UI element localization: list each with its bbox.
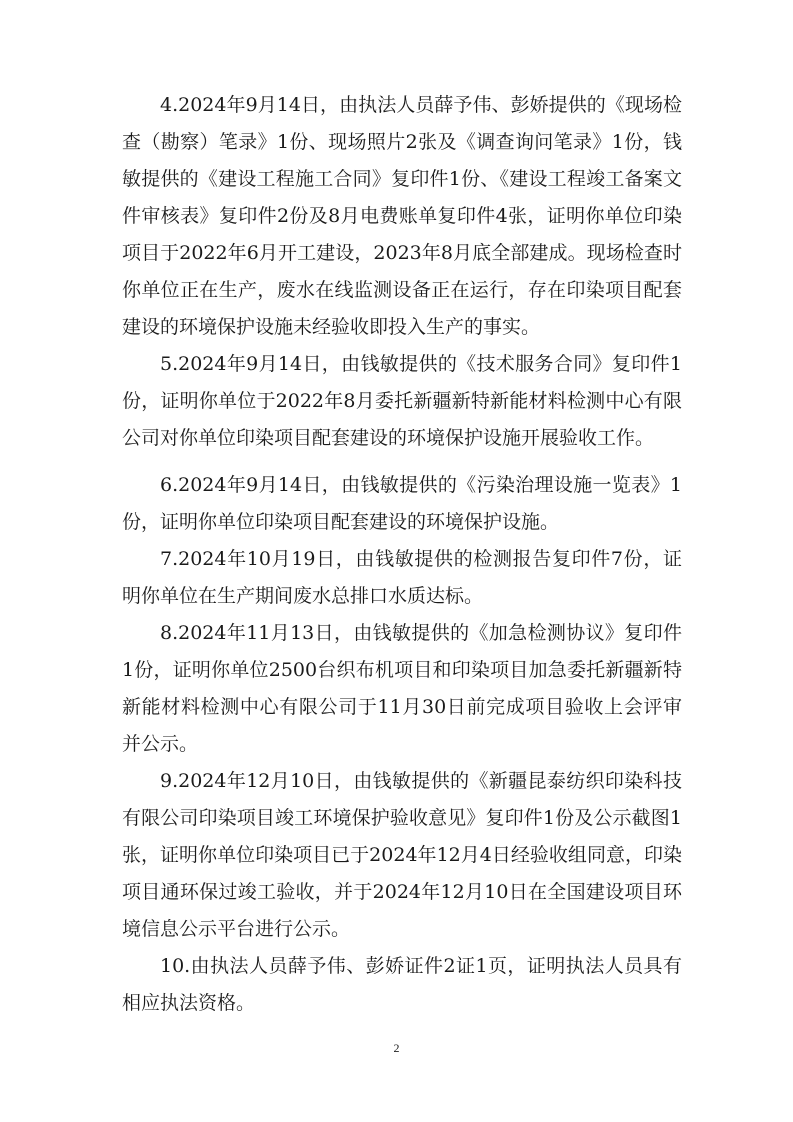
evidence-item-6: 6.2024年9月14日，由钱敏提供的《污染治理设施一览表》1份，证明你单位印染项目配套建设的环境保护设施。 <box>122 474 682 533</box>
evidence-item-5: 5.2024年9月14日，由钱敏提供的《技术服务合同》复印件1份，证明你单位于2022年8月委托新疆新特新能材料检测中心有限公司对你单位印染项目配套建设的环境保护设施开展验收工作。 <box>122 353 682 449</box>
document-body <box>122 87 682 1022</box>
evidence-item-9: 9.2024年12月10日，由钱敏提供的《新疆昆泰纺织印染科技有限公司印染项目竣工环境保护验收意见》复印件1份及公示截图1张，证明你单位印染项目已于2024年12月4日经验收组同意，印染项目通环保过竣工验收，并于2024年12月10日在全国建设项目环境信息公示平台进行公示。 <box>122 770 682 940</box>
evidence-item-7: 7.2024年10月19日，由钱敏提供的检测报告复印件7份，证明你单位在生产期间废水总排口水质达标。 <box>122 548 682 607</box>
evidence-item-8: 8.2024年11月13日，由钱敏提供的《加急检测协议》复印件1份，证明你单位2500台织布机项目和印染项目加急委托新疆新特新能材料检测中心有限公司于11月30日前完成项目验收上会评审并公示。 <box>122 622 682 755</box>
evidence-item-4: 4.2024年9月14日，由执法人员薛予伟、彭娇提供的《现场检查（勘察）笔录》1份、现场照片2张及《调查询问笔录》1份，钱敏提供的《建设工程施工合同》复印件1份、《建设工程竣工备案文件审核表》复印件2份及8月电费账单复印件4张，证明你单位印染项目于2022年6月开工建设，2023年8月底全部建成。现场检查时你单位正在生产，废水在线监测设备正在运行，存在印染项目配套建设的环境保护设施未经验收即投入生产的事实。 <box>122 94 682 338</box>
evidence-item-10: 10.由执法人员薛予伟、彭娇证件2证1页，证明执法人员具有相应执法资格。 <box>122 955 682 1014</box>
page-number: 2 <box>393 1041 400 1055</box>
